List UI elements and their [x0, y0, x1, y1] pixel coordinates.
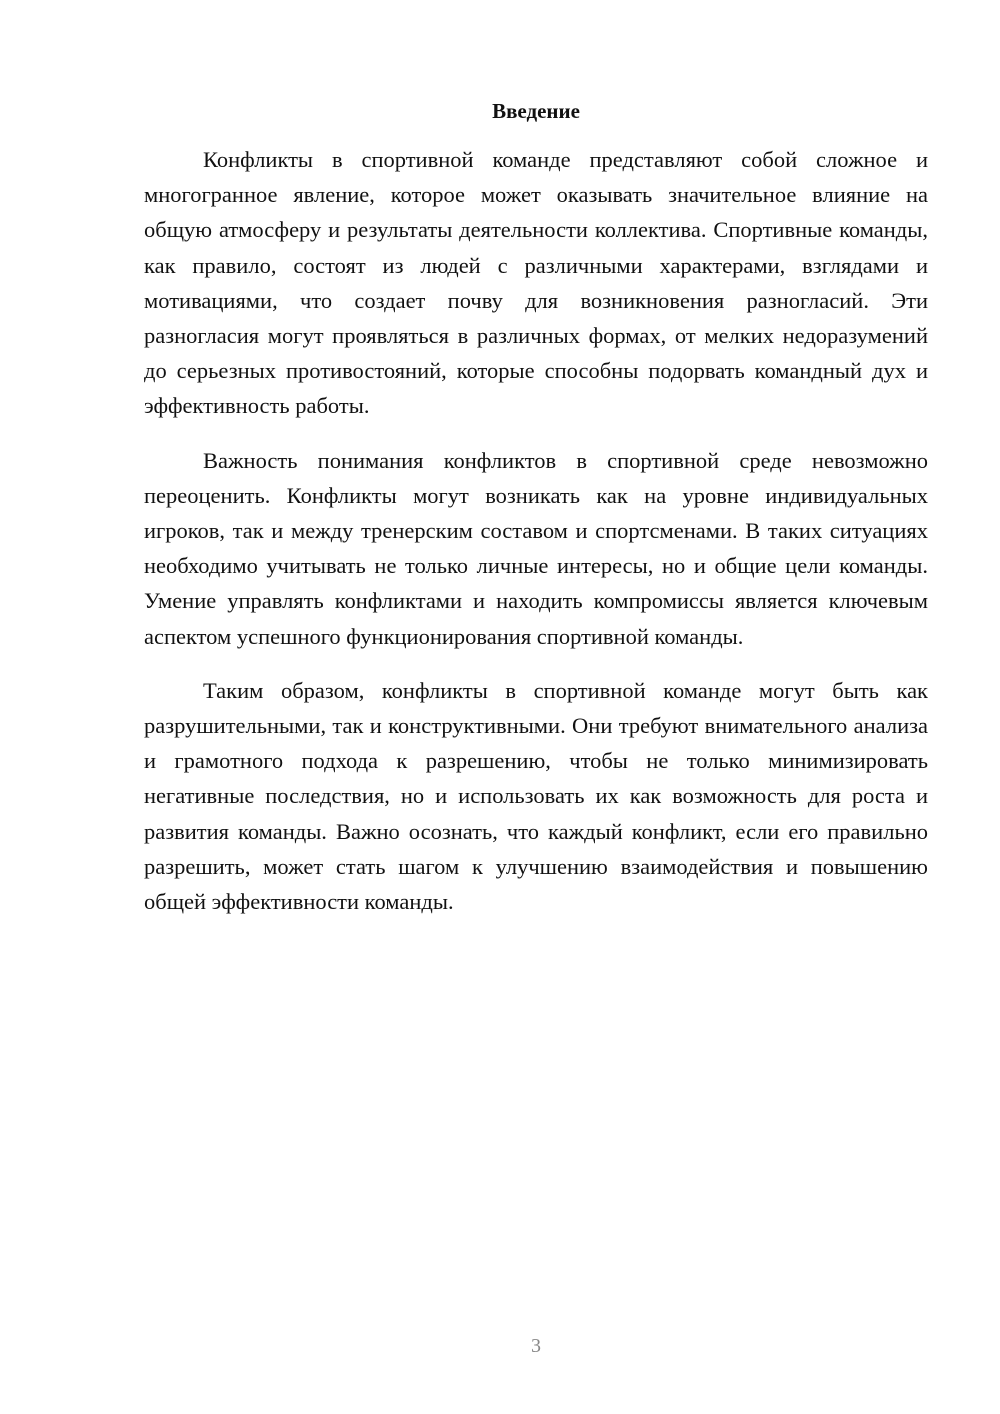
paragraph-2: Важность понимания конфликтов в спортивной среде невозможно переоценить. Конфликты могут возникать как на уровне индивидуальных игроков, так и между тренерским составом и спортсменами. В таких ситуациях необходимо учитывать не только личные интересы, но и общие цели команды. Умение управлять конфликтами и находить компромиссы является ключевым аспектом успешного функционирования спортивной команды. — [144, 447, 928, 649]
paragraph-3: Таким образом, конфликты в спортивной команде могут быть как разрушительными, так и конструктивными. Они требуют внимательного анализа и грамотного подхода к разрешению, чтобы не только минимизировать негативные последствия, но и использовать их как возможность для роста и развития команды. Важно осознать, что каждый конфликт, если его правильно разрешить, может стать шагом к улучшению взаимодействия и повышению общей эффективности команды. — [144, 677, 928, 915]
section-title: Введение — [492, 99, 580, 123]
body-text — [144, 142, 928, 919]
paragraph-1: Конфликты в спортивной команде представляют собой сложное и многогранное явление, которое может оказывать значительное влияние на общую атмосферу и результаты деятельности коллектива. Спортивные команды, как правило, состоят из людей с различными характерами, взглядами и мотивациями, что создает почву для возникновения разногласий. Эти разногласия могут проявляться в различных формах, от мелких недоразумений до серьезных противостояний, которые способны подорвать командный дух и эффективность работы. — [144, 147, 928, 419]
page-number: 3 — [531, 1335, 541, 1357]
